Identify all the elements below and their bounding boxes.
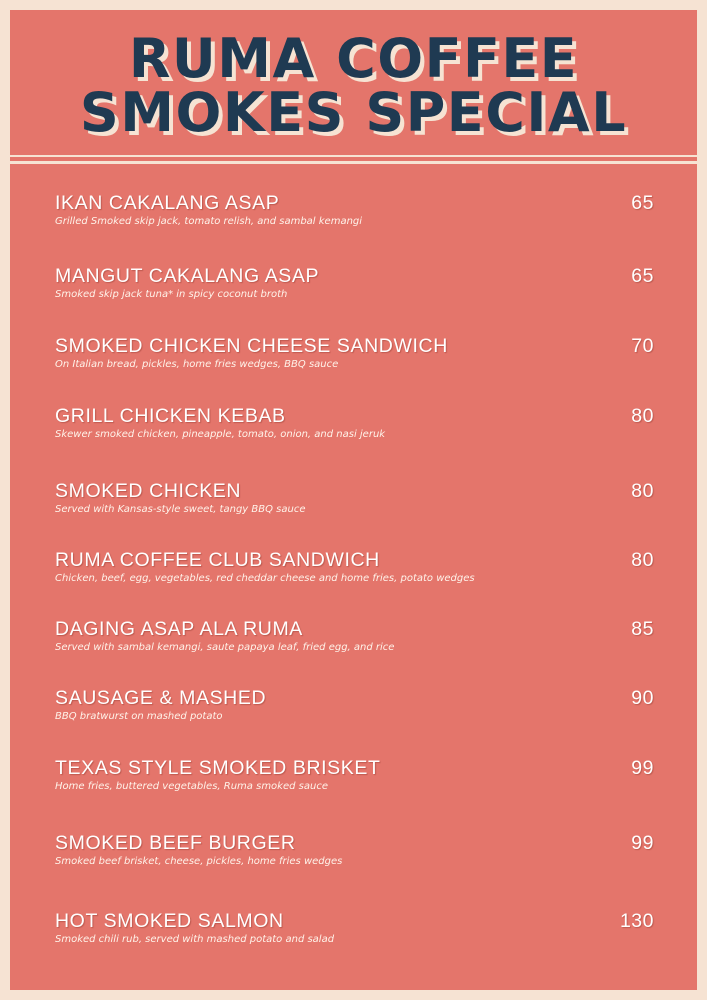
menu-item-price: 99 — [631, 832, 654, 854]
menu-item-price: 90 — [631, 687, 654, 709]
menu-item — [10, 832, 697, 880]
menu-item-price: 130 — [619, 910, 654, 932]
menu-item-name: TEXAS STYLE SMOKED BRISKET — [55, 757, 381, 779]
menu-item-description: Served with sambal kemangi, saute papaya leaf, fried egg, and rice — [55, 642, 395, 653]
menu-item — [10, 687, 697, 735]
menu-item-description: Skewer smoked chicken, pineapple, tomato, onion, and nasi jeruk — [55, 429, 386, 440]
menu-item-price: 70 — [631, 335, 654, 357]
menu-item-description: Smoked skip jack tuna* in spicy coconut broth — [55, 289, 288, 300]
menu-item-description: Smoked beef brisket, cheese, pickles, home fries wedges — [55, 856, 343, 867]
menu-item — [10, 549, 697, 597]
menu-item — [10, 335, 697, 383]
menu-item-name: MANGUT CAKALANG ASAP — [55, 265, 320, 287]
menu-item-description: Smoked chili rub, served with mashed potato and salad — [55, 934, 335, 945]
menu-item-price: 80 — [631, 549, 654, 571]
menu-item-description: Home fries, buttered vegetables, Ruma smoked sauce — [55, 781, 328, 792]
menu-item-price: 65 — [631, 192, 654, 214]
menu-item — [10, 405, 697, 453]
menu-item-name: DAGING ASAP ALA RUMA — [55, 618, 303, 640]
menu-item-price: 65 — [631, 265, 654, 287]
title-line-2: SMOKES SPECIAL — [79, 81, 628, 144]
menu-item-price: 85 — [631, 618, 654, 640]
menu-item-name: SAUSAGE & MASHED — [55, 687, 267, 709]
menu-item-price: 80 — [631, 405, 654, 427]
menu-list — [10, 10, 697, 990]
menu-item-description: Served with Kansas-style sweet, tangy BBQ sauce — [55, 504, 306, 515]
menu-item-name: SMOKED CHICKEN — [55, 480, 242, 502]
menu-item-price: 80 — [631, 480, 654, 502]
menu-item-price: 99 — [631, 757, 654, 779]
menu-item — [10, 757, 697, 805]
menu-item-name: GRILL CHICKEN KEBAB — [55, 405, 286, 427]
menu-item-name: SMOKED CHICKEN CHEESE SANDWICH — [55, 335, 448, 357]
menu-item — [10, 910, 697, 958]
menu-page — [10, 10, 697, 990]
menu-item — [10, 618, 697, 666]
menu-item — [10, 192, 697, 240]
menu-item-description: BBQ bratwurst on mashed potato — [55, 711, 223, 722]
menu-item — [10, 265, 697, 313]
menu-item — [10, 480, 697, 528]
menu-item-name: IKAN CAKALANG ASAP — [55, 192, 280, 214]
menu-item-name: HOT SMOKED SALMON — [55, 910, 284, 932]
menu-item-description: On Italian bread, pickles, home fries wedges, BBQ sauce — [55, 359, 339, 370]
menu-item-name: RUMA COFFEE CLUB SANDWICH — [55, 549, 380, 571]
menu-item-name: SMOKED BEEF BURGER — [55, 832, 296, 854]
menu-item-description: Grilled Smoked skip jack, tomato relish, and sambal kemangi — [55, 216, 363, 227]
menu-item-description: Chicken, beef, egg, vegetables, red cheddar cheese and home fries, potato wedges — [55, 573, 475, 584]
title-line-1: RUMA COFFEE — [128, 27, 579, 90]
